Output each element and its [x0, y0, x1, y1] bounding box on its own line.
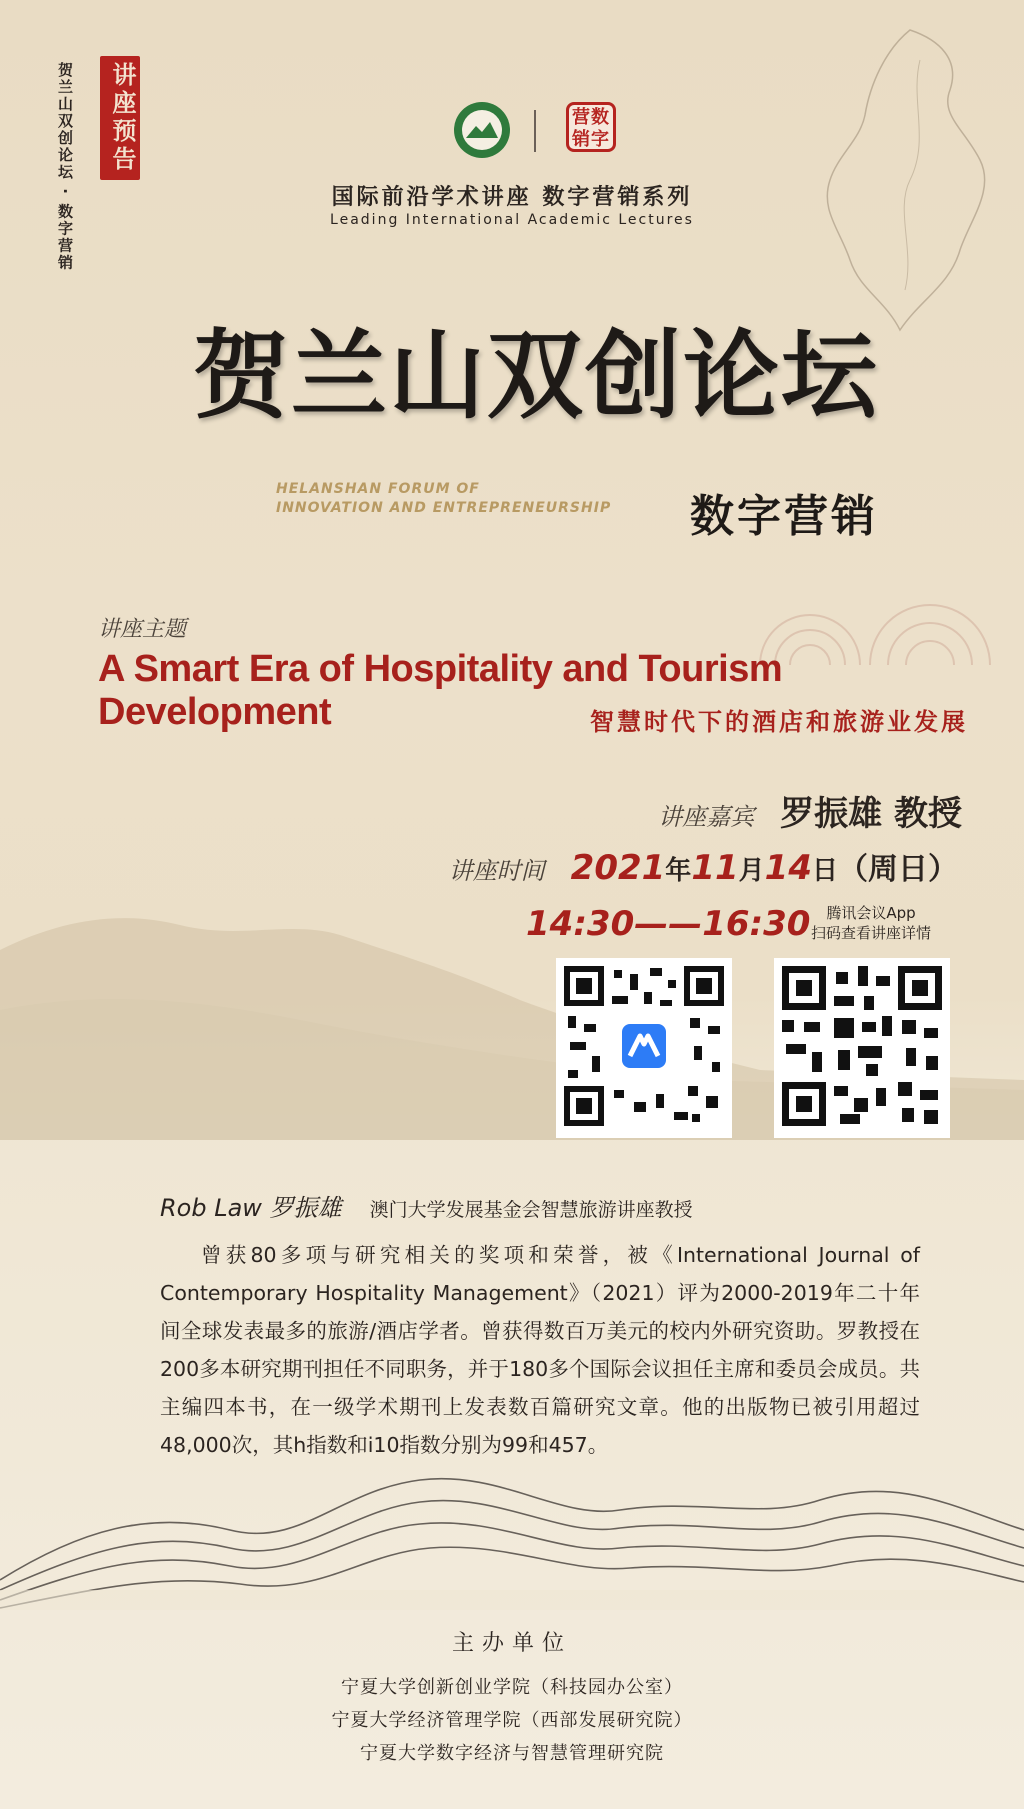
qr-code-icon	[564, 966, 724, 1126]
series-title: 国际前沿学术讲座 数字营销系列	[331, 185, 693, 210]
series-title-en: Leading International Academic Lectures	[330, 212, 694, 228]
guest-line	[658, 786, 962, 835]
speaker-name-line	[160, 1188, 693, 1223]
lecture-detail-qr-code[interactable]	[774, 958, 950, 1138]
guest-label: 讲座嘉宾	[658, 803, 755, 831]
logo-divider	[534, 110, 536, 152]
side-label: 贺兰山双创论坛 · 数字营销	[56, 62, 74, 272]
organizer-item: 宁夏大学经济管理学院（西部发展研究院）	[331, 1710, 693, 1731]
logo-group	[452, 96, 622, 168]
forum-subtitle: 数字营销	[690, 491, 878, 542]
line-mountains-decoration	[0, 1470, 1024, 1610]
speaker-name: Rob Law 罗振雄	[160, 1194, 342, 1222]
time-hours: 14:30——16:30	[526, 904, 811, 944]
time-label: 讲座时间	[448, 857, 545, 885]
topic-label: 讲座主题	[98, 617, 187, 642]
tencent-meeting-qr-code[interactable]	[556, 958, 732, 1138]
speaker-bio: 曾获80多项与研究相关的奖项和荣誉，被《International Journal of Contemporary Hospitality Management》（2021）评为2000-2019年二十年间全球发表最多的旅游/酒店学者。曾获得数百万美元的校内外研究资助。罗教授在200多本研究期刊担任不同职务，并于180多个国际会议担任主席和委员会成员。共主编四本书，在一级学术期刊上发表数百篇研究文章。他的出版物已被引用超过48,000次，其h指数和i10指数分别为99和457。	[160, 1243, 920, 1457]
app-note: 腾讯会议App 扫码查看讲座详情	[810, 904, 931, 942]
forum-title-en: HELANSHAN FORUM OF INNOVATION AND ENTREPRENEURSHIP	[276, 481, 612, 516]
guest-name: 罗振雄 教授	[780, 794, 962, 834]
time-weekday: （周日）	[838, 852, 958, 887]
time-month: 11	[691, 848, 739, 888]
time-year: 2021	[570, 848, 666, 888]
topic-title-zh: 智慧时代下的酒店和旅游业发展	[590, 708, 968, 736]
organizer-item: 宁夏大学创新创业学院（科技园办公室）	[341, 1677, 683, 1698]
time-line: 讲座时间 2021年11月14日（周日）	[448, 848, 958, 888]
organizer-item: 宁夏大学数字经济与智慧管理研究院	[360, 1743, 664, 1764]
time-day: 14	[764, 848, 812, 888]
forum-title: 贺兰山双创论坛	[193, 319, 879, 432]
organizers-title: 主办单位	[451, 1631, 572, 1656]
speaker-position: 澳门大学发展基金会智慧旅游讲座教授	[369, 1199, 693, 1221]
university-logo-icon	[452, 100, 512, 160]
lecture-notice-seal: 讲座预告	[100, 56, 140, 180]
digital-marketing-logo: 营数销字	[566, 102, 616, 152]
qr-code-icon	[782, 966, 942, 1126]
topic-title-en: A Smart Era of Hospitality and Tourism Development	[98, 648, 783, 733]
